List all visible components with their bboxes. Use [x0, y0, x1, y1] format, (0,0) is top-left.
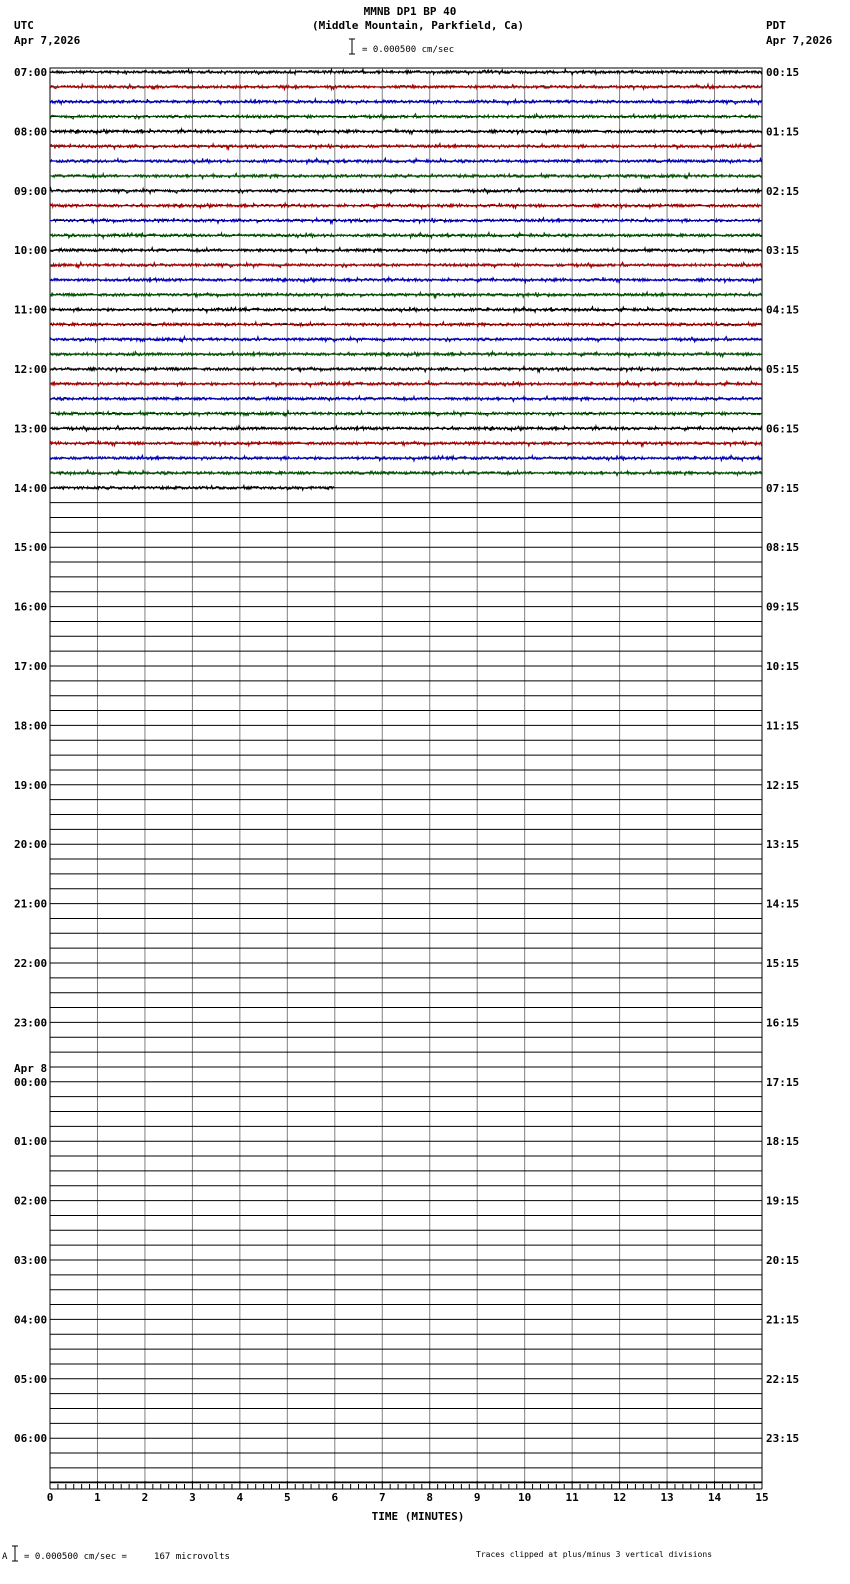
seismic-trace: [50, 129, 762, 134]
x-tick-label: 7: [378, 1491, 386, 1504]
utc-hour-label: 23:00: [14, 1016, 48, 1030]
pdt-hour-label: 12:15: [766, 778, 800, 792]
right-timezone: PDT: [766, 19, 786, 32]
utc-hour-label: 16:00: [14, 600, 48, 614]
chart-header: [14, 5, 833, 55]
pdt-hour-label: 13:15: [766, 838, 800, 852]
pdt-hour-label: 18:15: [766, 1135, 800, 1149]
left-date: Apr 7,2026: [14, 34, 81, 47]
utc-hour-label: 03:00: [14, 1254, 48, 1267]
pdt-hour-label: 17:15: [766, 1075, 800, 1089]
x-tick-label: 11: [565, 1491, 579, 1504]
footer-scale-text: = 0.000500 cm/sec = 167 microvolts: [24, 1552, 230, 1562]
utc-hour-label: 11:00: [14, 303, 48, 317]
utc-hour-label: 18:00: [14, 719, 48, 733]
scale-bar-icon: [349, 39, 355, 54]
utc-hour-label: 15:00: [14, 541, 48, 555]
pdt-hour-labels: [766, 66, 799, 1445]
x-tick-label: 0: [46, 1491, 54, 1504]
seismic-trace: [50, 470, 762, 476]
pdt-hour-label: 02:15: [766, 184, 800, 198]
utc-hour-label: 13:00: [14, 422, 48, 436]
utc-hour-label: 10:00: [14, 244, 48, 258]
x-tick-label: 9: [473, 1491, 481, 1504]
utc-hour-label: 02:00: [14, 1194, 48, 1208]
right-date: Apr 7,2026: [766, 34, 833, 47]
chart-subtitle: (Middle Mountain, Parkfield, Ca): [312, 19, 524, 32]
pdt-hour-label: 08:15: [766, 541, 800, 555]
pdt-hour-label: 21:15: [766, 1313, 800, 1327]
utc-hour-label: 06:00: [14, 1432, 48, 1446]
utc-hour-label: 07:00: [14, 66, 48, 79]
x-tick-label: 4: [236, 1491, 244, 1504]
utc-hour-label: 01:00: [14, 1135, 48, 1149]
seismic-trace: [50, 277, 762, 282]
pdt-hour-label: 14:15: [766, 897, 800, 911]
pdt-hour-label: 22:15: [766, 1372, 800, 1386]
pdt-hour-label: 16:15: [766, 1016, 800, 1030]
x-tick-label: 1: [94, 1491, 101, 1504]
utc-hour-label: 09:00: [14, 184, 48, 198]
seismic-trace: [50, 69, 762, 74]
x-tick-label: 6: [331, 1491, 339, 1504]
utc-hour-label: 08:00: [14, 125, 48, 139]
seismic-trace: [50, 158, 762, 163]
utc-hour-label: 21:00: [14, 897, 48, 911]
seismic-trace: [50, 292, 762, 297]
chart-footer: [2, 1546, 712, 1562]
utc-hour-label: 22:00: [14, 957, 48, 970]
utc-hour-label: 00:00: [14, 1075, 48, 1089]
pdt-hour-label: 01:15: [766, 125, 800, 139]
date-change-label: Apr 8: [14, 1061, 48, 1075]
seismic-trace: [50, 233, 762, 239]
chart-title: MMNB DP1 BP 40: [363, 5, 457, 18]
seismic-trace: [50, 262, 762, 267]
pdt-hour-label: 23:15: [766, 1432, 800, 1446]
seismic-trace: [50, 188, 762, 193]
pdt-hour-label: 10:15: [766, 660, 800, 673]
scale-label: = 0.000500 cm/sec: [362, 45, 455, 55]
pdt-hour-label: 03:15: [766, 244, 800, 258]
seismic-trace: [50, 455, 762, 460]
x-tick-label: 12: [612, 1491, 627, 1504]
x-axis-label: TIME (MINUTES): [371, 1510, 465, 1523]
pdt-hour-label: 04:15: [766, 303, 800, 317]
seismic-trace: [50, 99, 762, 104]
utc-hour-label: 20:00: [14, 838, 48, 852]
pdt-hour-label: 19:15: [766, 1194, 800, 1208]
x-tick-label: 10: [518, 1491, 532, 1504]
seismic-trace: [50, 84, 762, 89]
x-tick-label: 3: [189, 1491, 196, 1504]
x-tick-label: 8: [426, 1491, 434, 1504]
seismic-trace: [50, 381, 762, 387]
utc-hour-label: 14:00: [14, 481, 48, 495]
x-tick-label: 15: [755, 1491, 769, 1504]
utc-hour-label: 19:00: [14, 778, 48, 792]
utc-hour-label: 17:00: [14, 660, 48, 673]
utc-hour-label: 12:00: [14, 363, 48, 376]
x-tick-label: 5: [284, 1491, 291, 1504]
utc-hour-labels: [14, 66, 47, 1445]
x-axis: [47, 1481, 769, 1504]
clip-note: Traces clipped at plus/minus 3 vertical divisions: [476, 1550, 713, 1559]
footer-scale-prefix: A: [2, 1552, 8, 1562]
seismic-trace: [50, 440, 762, 446]
pdt-hour-label: 11:15: [766, 719, 800, 733]
pdt-hour-label: 00:15: [766, 66, 800, 79]
seismic-trace: [50, 218, 762, 223]
x-tick-label: 14: [707, 1491, 722, 1504]
pdt-hour-label: 07:15: [766, 481, 800, 495]
pdt-hour-label: 05:15: [766, 363, 800, 376]
seismic-trace: [50, 396, 762, 401]
x-tick-label: 13: [660, 1491, 674, 1504]
pdt-hour-label: 09:15: [766, 600, 800, 614]
footer-scale-bar-icon: [12, 1546, 18, 1561]
utc-hour-label: 04:00: [14, 1313, 48, 1327]
pdt-hour-label: 06:15: [766, 422, 800, 436]
utc-hour-label: 05:00: [14, 1372, 48, 1386]
pdt-hour-label: 15:15: [766, 957, 800, 970]
x-tick-label: 2: [141, 1491, 149, 1504]
left-timezone: UTC: [14, 19, 34, 32]
seismic-trace: [50, 351, 762, 356]
pdt-hour-label: 20:15: [766, 1254, 800, 1267]
